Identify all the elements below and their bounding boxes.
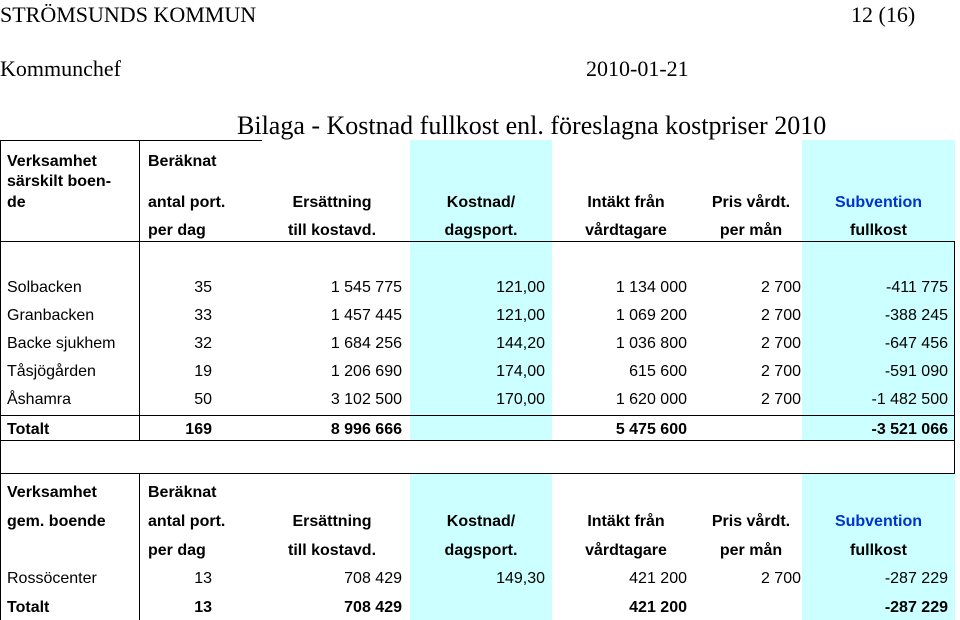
row-portions: 19 [194,363,212,380]
t2-header-kostnad-1: Kostnad/ [446,513,516,530]
t1-header-verksamhet-1: Verksamhet [7,153,97,170]
t1-header-intakt-1: Intäkt från [587,194,665,211]
t2-header-intakt-1: Intäkt från [587,513,665,530]
author-title: Kommunchef [0,56,121,81]
t2-header-intakt-2: vårdtagare [585,542,667,559]
t1-header-subvention-2: fullkost [850,222,907,239]
t2-header-verksamhet-1: Verksamhet [7,484,97,501]
row-intakt: 1 134 000 [615,279,687,296]
row-pris: 2 700 [760,570,801,587]
total-intakt: 5 475 600 [615,421,687,438]
row-kostnad: 121,00 [496,307,545,324]
total-portions: 13 [194,599,212,616]
t2-header-kostnad-2: dagsport. [444,542,518,559]
row-portions: 32 [194,335,212,352]
row-ersattning: 1 206 690 [330,363,402,380]
t1-header-ersattning-1: Ersättning [292,194,372,211]
gap-right-border [954,440,955,474]
row-name: Åshamra [7,391,72,408]
page-title: Bilaga - Kostnad fullkost enl. föreslagna kostpriser 2010 [237,111,827,140]
row-portions: 33 [194,307,212,324]
t1-header-ersattning-2: till kostavd. [287,222,377,239]
row-kostnad: 121,00 [496,279,545,296]
row-intakt: 615 600 [629,363,687,380]
table1-total-bottom-border [0,440,955,441]
row-ersattning: 3 102 500 [330,391,402,408]
t2-header-ersattning-1: Ersättning [292,513,372,530]
row-kostnad: 174,00 [496,363,545,380]
table1-left-border [0,140,1,441]
row-intakt: 1 036 800 [615,335,687,352]
total-label: Totalt [7,421,50,438]
t2-header-subvention-1: Subvention [834,513,923,530]
t2-header-subvention-2: fullkost [850,542,907,559]
t2-header-ersattning-2: till kostavd. [287,542,377,559]
row-kostnad: 149,30 [496,570,545,587]
row-name: Granbacken [7,307,95,324]
row-subvention: -647 456 [884,335,948,352]
table1-right-border [954,241,955,441]
row-intakt: 1 620 000 [615,391,687,408]
row-ersattning: 1 545 775 [330,279,402,296]
total-intakt: 421 200 [629,599,687,616]
row-intakt: 421 200 [629,570,687,587]
gap-left-border [0,440,1,474]
row-pris: 2 700 [760,307,801,324]
row-pris: 2 700 [760,363,801,380]
total-ersattning: 708 429 [344,599,402,616]
row-ersattning: 708 429 [344,570,402,587]
t1-header-pris-2: per mån [719,222,783,239]
row-subvention: -388 245 [884,307,948,324]
row-pris: 2 700 [760,391,801,408]
row-portions: 13 [194,570,212,587]
row-pris: 2 700 [760,335,801,352]
row-name: Tåsjögården [7,363,96,380]
organization-name: STRÖMSUNDS KOMMUN [0,2,257,27]
row-portions: 50 [194,391,212,408]
t1-header-verksamhet-3: de [7,194,26,211]
row-ersattning: 1 457 445 [330,307,402,324]
row-subvention: -1 482 500 [871,391,948,408]
row-subvention: -591 090 [884,363,948,380]
row-name: Solbacken [7,279,82,296]
document-date: 2010-01-21 [586,56,689,81]
table2-left-border [0,473,1,620]
t2-header-pris-1: Pris vårdt. [711,513,791,530]
row-portions: 35 [194,279,212,296]
row-kostnad: 170,00 [496,391,545,408]
table1-top-border [0,140,262,141]
total-subvention: -3 521 066 [871,421,948,438]
t2-header-beraknat-3: per dag [148,542,206,559]
total-subvention: -287 229 [884,599,948,616]
t1-header-intakt-2: vårdtagare [585,222,667,239]
t1-header-kostnad-1: Kostnad/ [446,194,516,211]
row-subvention: -287 229 [884,570,948,587]
row-subvention: -411 775 [886,279,948,296]
page-number: 12 (16) [851,2,916,27]
table1-header-divider [0,241,955,242]
row-name: Rossöcenter [7,570,97,587]
t1-header-kostnad-2: dagsport. [444,222,518,239]
total-portions: 169 [185,421,212,438]
t2-header-beraknat-1: Beräknat [148,484,217,501]
total-label: Totalt [7,599,50,616]
t2-header-beraknat-2: antal port. [148,513,226,530]
t1-header-beraknat-3: per dag [148,222,206,239]
t1-header-beraknat-2: antal port. [148,194,226,211]
table1-total-top-border [0,415,955,416]
t1-header-verksamhet-2: särskilt boen- [7,173,112,190]
total-ersattning: 8 996 666 [330,421,402,438]
row-kostnad: 144,20 [496,335,545,352]
t1-header-beraknat-1: Beräknat [148,153,217,170]
table2-top-border [0,473,955,474]
row-pris: 2 700 [760,279,801,296]
row-intakt: 1 069 200 [615,307,687,324]
t2-header-pris-2: per mån [719,542,783,559]
t1-header-subvention-1: Subvention [834,194,923,211]
t1-header-pris-1: Pris vårdt. [711,194,791,211]
row-name: Backe sjukhem [7,335,116,352]
row-ersattning: 1 684 256 [330,335,402,352]
t2-header-verksamhet-2: gem. boende [7,513,106,530]
